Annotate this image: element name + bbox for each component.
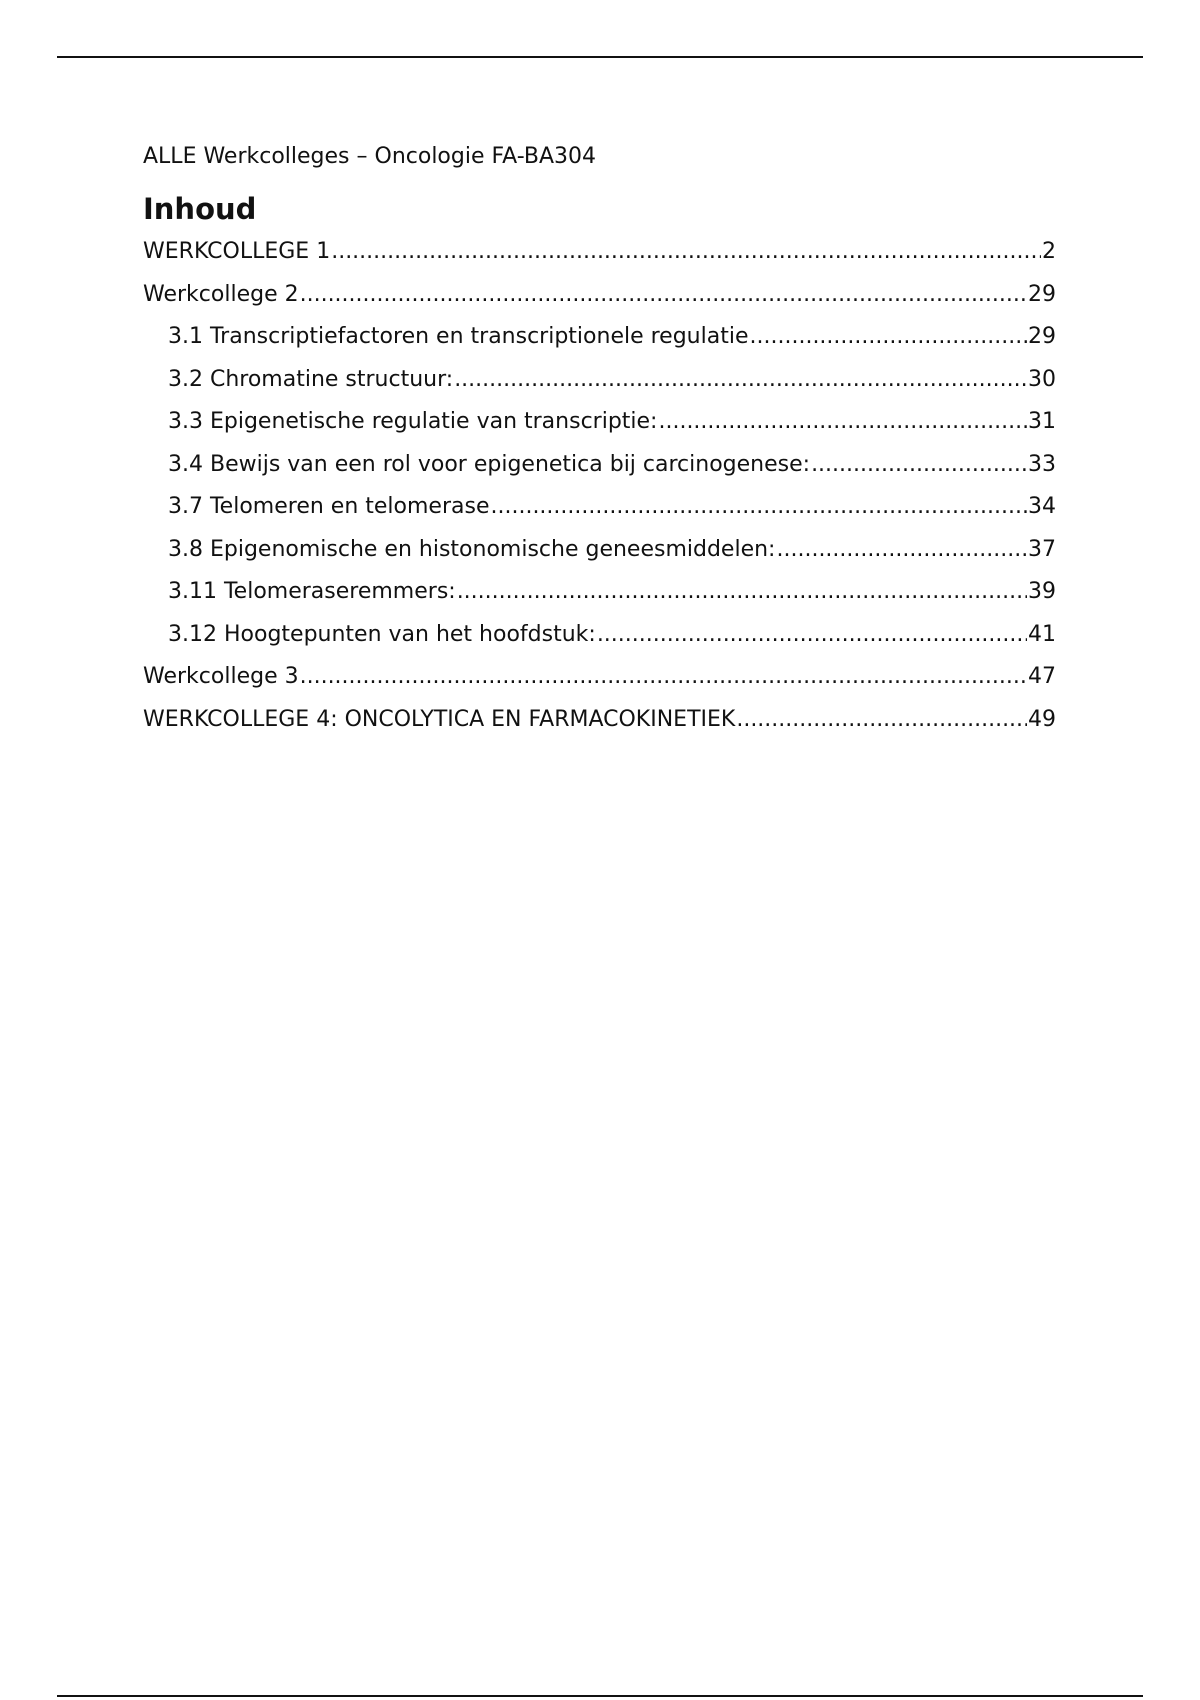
toc-dot-leader — [736, 699, 1027, 742]
toc-page-number: 39 — [1028, 579, 1056, 604]
toc-page-number: 37 — [1028, 536, 1056, 562]
toc-entry-3-2[interactable] — [143, 359, 1056, 402]
toc-entry-label: WERKCOLLEGE 4: ONCOLYTICA EN FARMACOKINETIEK — [143, 706, 736, 732]
toc-heading: Inhoud — [143, 192, 257, 226]
toc-dot-leader — [597, 614, 1027, 657]
toc-entry-werkcollege-1[interactable] — [143, 231, 1056, 274]
toc-entry-3-1[interactable] — [143, 316, 1056, 359]
toc-page-number: 47 — [1028, 664, 1056, 689]
toc-dot-leader — [331, 231, 1041, 274]
toc-dot-leader — [300, 656, 1027, 699]
toc-page-number: 49 — [1028, 706, 1056, 732]
toc-entry-label: WERKCOLLEGE 1 — [143, 239, 331, 264]
toc-entry-label: Werkcollege 3 — [143, 664, 299, 689]
toc-page-number: 33 — [1028, 451, 1056, 477]
toc-page-number: 29 — [1028, 324, 1056, 349]
toc-entry-werkcollege-3[interactable] — [143, 656, 1056, 699]
toc-entry-3-8[interactable] — [143, 529, 1056, 572]
toc-dot-leader — [658, 401, 1027, 444]
table-of-contents — [143, 231, 1056, 741]
toc-entry-label: 3.4 Bewijs van een rol voor epigenetica bij carcinogenese: — [168, 451, 811, 477]
toc-entry-werkcollege-2[interactable] — [143, 274, 1056, 317]
header-rule — [57, 56, 1143, 58]
toc-page-number: 30 — [1028, 366, 1056, 392]
toc-page-number: 41 — [1028, 621, 1056, 647]
toc-page-number: 34 — [1028, 494, 1056, 519]
toc-entry-label: Werkcollege 2 — [143, 281, 299, 307]
toc-entry-label: 3.11 Telomeraseremmers: — [168, 579, 456, 604]
toc-dot-leader — [811, 444, 1027, 487]
document-title: ALLE Werkcolleges – Oncologie FA-BA304 — [143, 144, 596, 169]
toc-dot-leader — [776, 529, 1027, 572]
toc-entry-label: 3.7 Telomeren en telomerase — [168, 494, 490, 519]
toc-dot-leader — [490, 486, 1027, 529]
footer-rule — [57, 1695, 1143, 1697]
toc-entry-3-4[interactable] — [143, 444, 1056, 487]
toc-dot-leader — [300, 274, 1027, 317]
toc-entry-label: 3.8 Epigenomische en histonomische geneesmiddelen: — [168, 536, 776, 562]
toc-entry-label: 3.1 Transcriptiefactoren en transcriptionele regulatie — [168, 324, 749, 349]
toc-entry-3-11[interactable] — [143, 571, 1056, 614]
toc-page-number: 31 — [1028, 409, 1056, 434]
toc-entry-3-3[interactable] — [143, 401, 1056, 444]
toc-entry-werkcollege-4[interactable] — [143, 699, 1056, 742]
page-content — [143, 140, 1056, 741]
toc-page-number: 2 — [1042, 239, 1056, 264]
toc-page-number: 29 — [1028, 281, 1056, 307]
toc-entry-label: 3.3 Epigenetische regulatie van transcriptie: — [168, 409, 658, 434]
toc-dot-leader — [457, 571, 1027, 614]
toc-entry-3-7[interactable] — [143, 486, 1056, 529]
toc-entry-label: 3.2 Chromatine structuur: — [168, 366, 454, 392]
toc-entry-label: 3.12 Hoogtepunten van het hoofdstuk: — [168, 621, 596, 647]
toc-entry-3-12[interactable] — [143, 614, 1056, 657]
toc-dot-leader — [454, 359, 1027, 402]
toc-dot-leader — [750, 316, 1028, 359]
